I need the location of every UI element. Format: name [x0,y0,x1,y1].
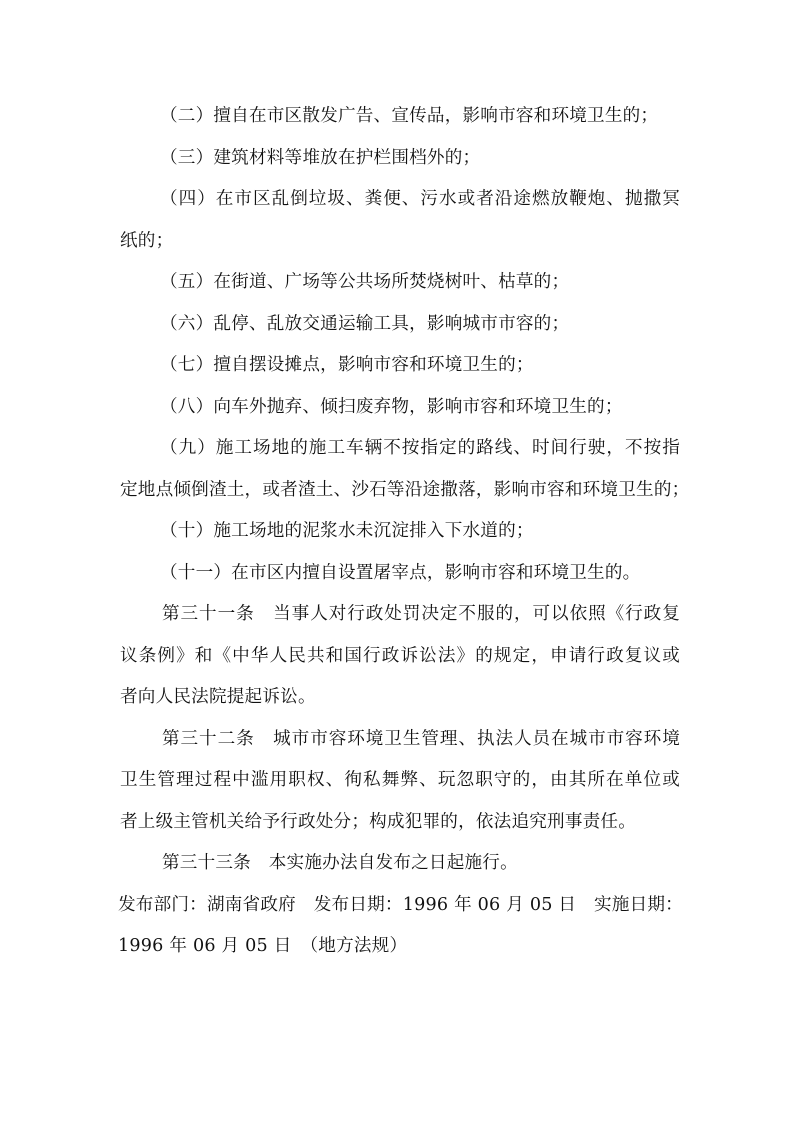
clause-6: （六）乱停、乱放交通运输工具，影响城市市容的； [160,313,570,334]
clause-4-line-2: 纸的； [120,230,174,251]
article-31-line-1: 第三十一条 当事人对行政处罚决定不服的，可以依照《行政复 [162,604,680,624]
clause-9-line-2: 定地点倾倒渣土，或者渣土、沙石等沿途撒落，影响市容和环境卫生的； [120,479,690,500]
publish-info-line-2: 1996 年 06 月 05 日 （地方法规） [118,936,408,956]
clause-5: （五）在街道、广场等公共场所焚烧树叶、枯草的； [160,272,570,292]
article-31-line-3: 者向人民法院提起诉讼。 [120,687,316,707]
clause-11: （十一）在市区内擅自设置屠宰点，影响市容和环境卫生的。 [160,562,641,583]
article-31-line-2: 议条例》和《中华人民共和国行政诉讼法》的规定，申请行政复议或 [120,645,680,666]
clause-7: （七）擅自摆设摊点，影响市容和环境卫生的； [160,355,534,375]
article-32-line-2: 卫生管理过程中滥用职权、徇私舞弊、玩忽职守的，由其所在单位或 [120,770,680,790]
clause-3: （三）建筑材料等堆放在护栏围档外的； [160,147,481,168]
article-33: 第三十三条 本实施办法自发布之日起施行。 [162,853,518,873]
publish-info-line-1: 发布部门：湖南省政府 发布日期：1996 年 06 月 05 日 实施日期： [118,894,683,915]
clause-8: （八）向车外抛弃、倾扫废弃物，影响市容和环境卫生的； [160,396,623,417]
clause-2: （二）擅自在市区散发广告、宣传品，影响市容和环境卫生的； [160,106,659,126]
article-32-line-1: 第三十二条 城市市容环境卫生管理、执法人员在城市市容环境 [162,728,680,749]
article-32-line-3: 者上级主管机关给予行政处分；构成犯罪的，依法追究刑事责任。 [120,811,637,832]
clause-10: （十）施工场地的泥浆水未沉淀排入下水道的； [160,521,534,541]
document-body [118,96,690,968]
clause-9-line-1: （九）施工场地的施工车辆不按指定的路线、时间行驶，不按指 [160,438,680,458]
clause-4-line-1: （四）在市区乱倒垃圾、粪便、污水或者沿途燃放鞭炮、抛撒冥 [160,189,680,209]
